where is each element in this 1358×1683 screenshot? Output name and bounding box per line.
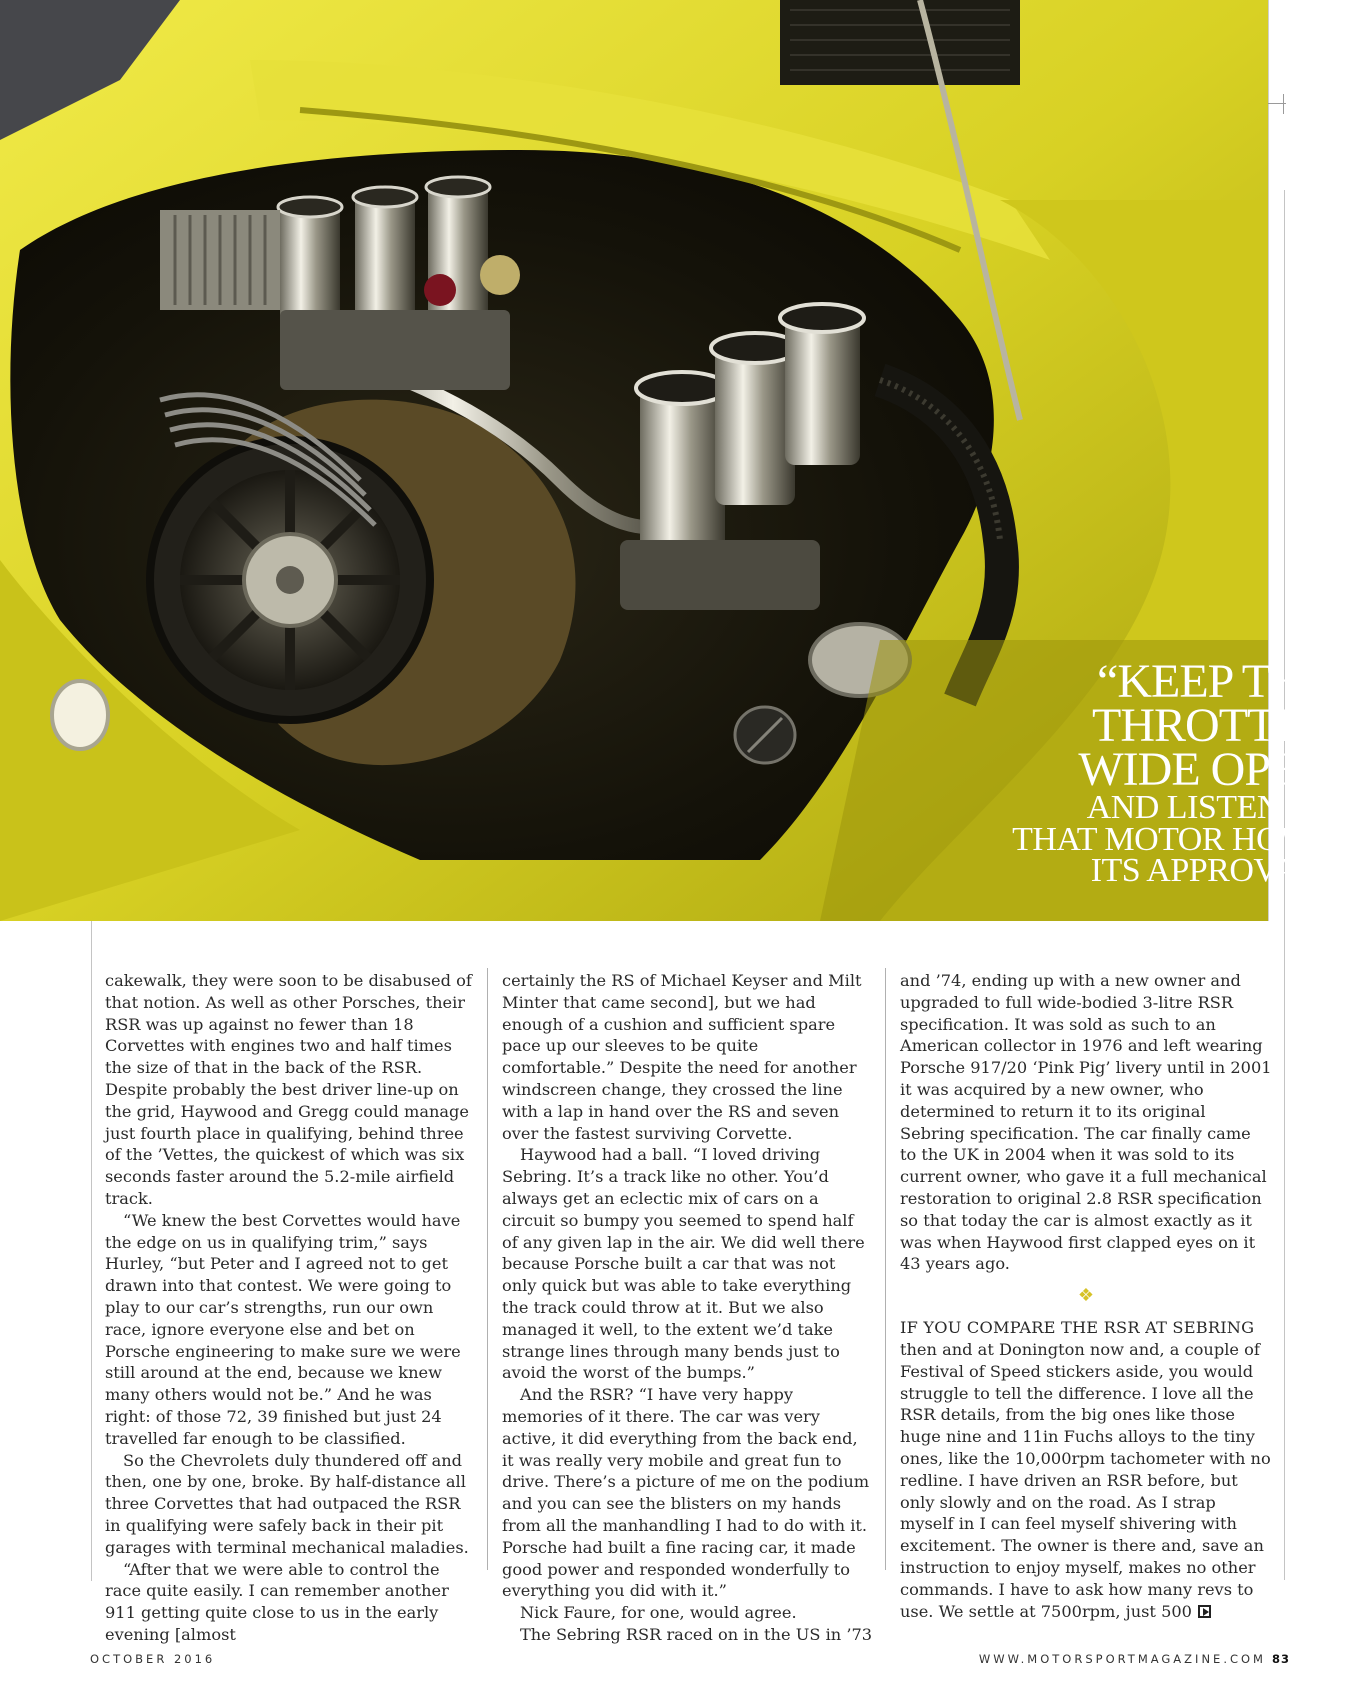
- crop-mark-v: [1283, 94, 1284, 114]
- column-separator: [487, 968, 488, 1570]
- pull-quote: [952, 655, 1332, 889]
- article-column-3: [900, 970, 1272, 1622]
- footer-date: OCTOBER 2016: [90, 1652, 216, 1666]
- paragraph: “We knew the best Corvettes would have the edge on us in qualifying trim,” says Hurley, “but Peter and I agreed not to get drawn into that contest. We were going to play to our car’s strengths, run our own race, ignore everyone else and bet on Porsche engineering to make sure we were still around at the end, because we knew many others would not be.” And he was right: of those 72, 39 finished but just 24 travelled far enough to be classified.: [105, 1210, 461, 1448]
- pull-quote-line: THROTTLE: [1092, 699, 1332, 753]
- paragraph: cakewalk, they were soon to be disabused of that notion. As well as other Porsches, their RSR was up against no fewer than 18 Corvettes with engines two and half times the size of that in the back of the RSR. Despite probably the best driver line-up on the grid, Haywood and Gregg could manage just fourth place in qualifying, behind three of the ’Vettes, the quickest of which was six seconds faster around the 5.2-mile airfield track.: [105, 971, 472, 1208]
- paragraph: [900, 1317, 1272, 1622]
- section-ornament-icon: ❖: [1077, 1285, 1095, 1307]
- column-rule-left: [91, 921, 92, 1581]
- paragraph: Haywood had a ball. “I loved driving Sebring. It’s a track like no other. You’d always get an eclectic mix of cars on a circuit so bumpy you seemed to spend half of any given lap in the air. We did well there because Porsche built a car that was not only quick but was able to take everything the track could throw at it. But we also managed it well, to the extent we’d take strange lines through many bends just to avoid the worst of the bumps.”: [502, 1145, 865, 1383]
- paragraph: Nick Faure, for one, would agree.: [520, 1603, 797, 1623]
- paragraph: And the RSR? “I have very happy memories of it there. The car was very active, it did everything from the back end, it was really very mobile and great fun to drive. There’s a picture of me on the podium and you can see the blisters on my hands from all the manhandling I had to do with it. Porsche had built a fine racing car, it made good power and responded wonderfully to everything you did with it.”: [502, 1385, 870, 1601]
- pull-quote-line: WIDE OPEN: [1078, 743, 1332, 797]
- pull-quote-line: AND LISTEN TO: [1086, 789, 1332, 827]
- footer-right: [979, 1652, 1290, 1666]
- paragraph: “After that we were able to control the race quite easily. I can remember another 911 getting quite close to us in the early evening [almost: [105, 1559, 449, 1644]
- article-column-2: [502, 970, 874, 1646]
- article-column-1: [105, 970, 477, 1646]
- paragraph: So the Chevrolets duly thundered off and then, one by one, broke. By half-distance all three Corvettes that had outpaced the RSR in qualifying were safely back in their pit garages with terminal mechanical maladies.: [105, 1450, 469, 1557]
- column-separator: [885, 968, 886, 1570]
- section-lead-in: IF YOU COMPARE THE RSR AT SEBRING: [900, 1318, 1255, 1338]
- pull-quote-line: THAT MOTOR HOWL: [1012, 820, 1332, 858]
- paragraph: certainly the RS of Michael Keyser and Milt Minter that came second], but we had enough of a cushion and sufficient spare pace up our sleeves to be quite comfortable.” Despite the need for another windscreen change, they crossed the line with a lap in hand over the RS and seven over the fastest surviving Corvette.: [502, 971, 862, 1143]
- pull-quote-line: ITS APPROVAL”: [1090, 852, 1332, 889]
- continue-arrow-icon: [1198, 1605, 1211, 1618]
- paragraph-text: then and at Donington now and, a couple of Festival of Speed stickers aside, you would struggle to tell the difference. I love all the RSR details, from the big ones like those huge nine and 11in Fuchs alloys to the tiny ones, like the 10,000rpm tachometer with no redline. I have driven an RSR before, but only slowly and on the road. As I strap myself in I can feel myself shivering with excitement. The owner is there and, save an instruction to enjoy myself, makes no other commands. I have to ask how many revs to use. We settle at 7500rpm, just 500: [900, 1339, 1271, 1621]
- pull-quote-line: “KEEP THE: [1097, 655, 1332, 708]
- paragraph: The Sebring RSR raced on in the US in ’73: [520, 1624, 873, 1644]
- footer-site: WWW.MOTORSPORTMAGAZINE.COM: [978, 1652, 1266, 1666]
- page-number: 83: [1271, 1652, 1290, 1666]
- paragraph: and ’74, ending up with a new owner and upgraded to full wide-bodied 3-litre RSR specification. It was sold as such to an American collector in 1976 and left wearing Porsche 917/20 ‘Pink Pig’ livery until in 2001 it was acquired by a new owner, who determined to return it to its original Sebring specification. The car finally came to the UK in 2004 when it was sold to its current owner, who gave it a full mechanical restoration to original 2.8 RSR specification so that today the car is almost exactly as it was when Haywood first clapped eyes on it 43 years ago.: [900, 971, 1272, 1274]
